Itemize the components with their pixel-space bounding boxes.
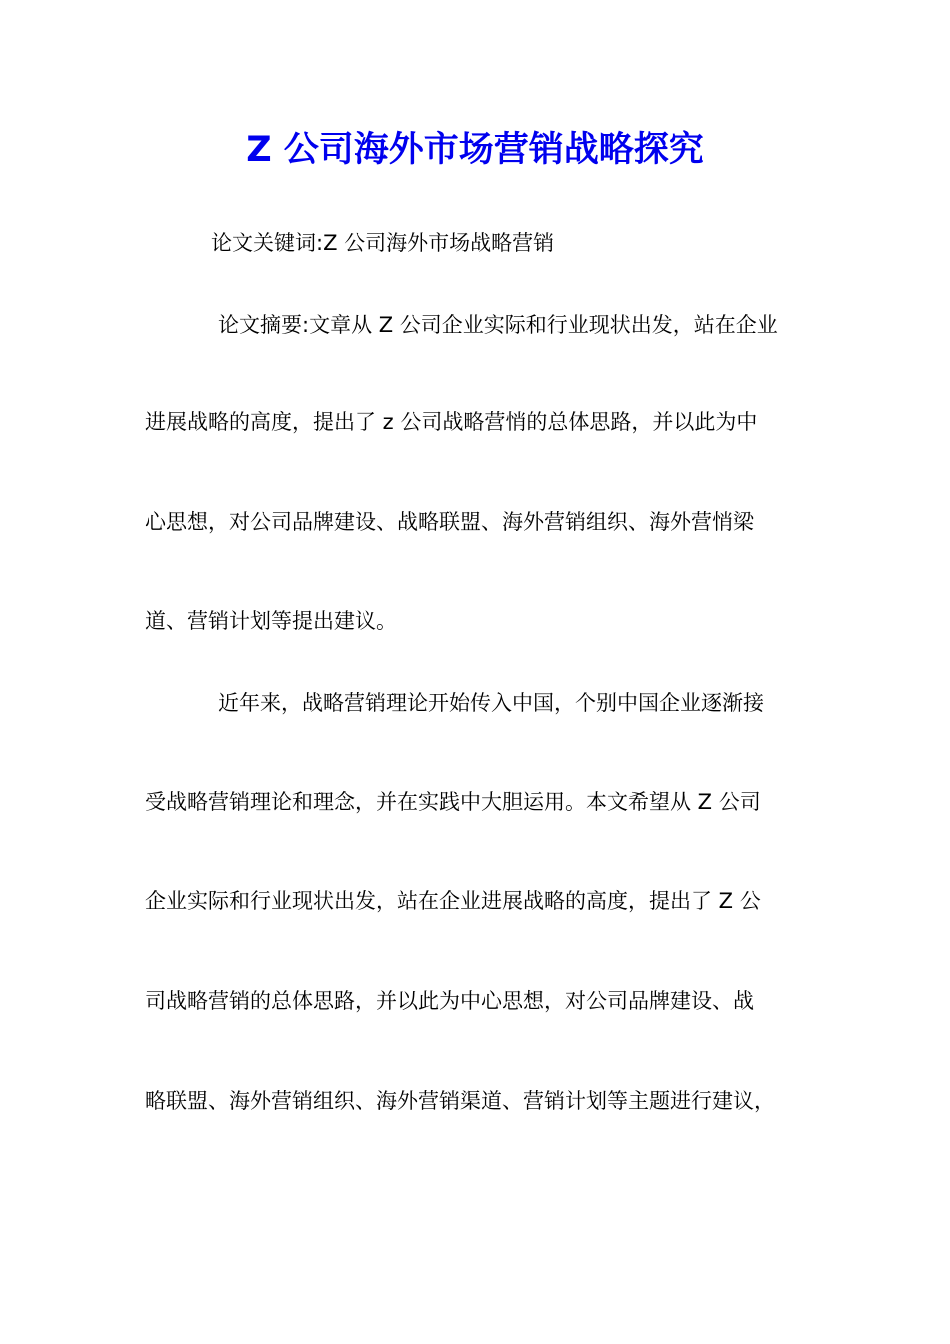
body-line-2: 受战略营销理论和理念，并在实践中大胆运用。本文希望从 Z 公司 xyxy=(145,790,761,814)
keywords-line: 论文关键词:Z 公司海外市场战略营销 xyxy=(211,231,555,255)
body-line-3: 企业实际和行业现状出发，站在企业进展战略的高度，提出了 Z 公 xyxy=(145,889,761,913)
abstract-line-3: 心思想，对公司品牌建设、战略联盟、海外营销组织、海外营悄梁 xyxy=(145,510,754,534)
document-title: Z 公司海外市场营销战略探究 xyxy=(246,130,704,170)
body-line-5: 略联盟、海外营销组织、海外营销渠道、营销计划等主题进行建议， xyxy=(145,1089,775,1113)
abstract-line-1: 论文摘要:文章从 Z 公司企业实际和行业现状出发，站在企业 xyxy=(218,313,778,337)
abstract-line-2: 进展战略的高度，提出了 z 公司战略营悄的总体思路，并以此为中 xyxy=(145,410,758,434)
body-line-1: 近年来，战略营销理论开始传入中国，个别中国企业逐渐接 xyxy=(218,691,764,715)
body-line-4: 司战略营销的总体思路，并以此为中心思想，对公司品牌建设、战 xyxy=(145,989,754,1013)
abstract-line-4: 道、营销计划等提出建议。 xyxy=(145,609,397,633)
